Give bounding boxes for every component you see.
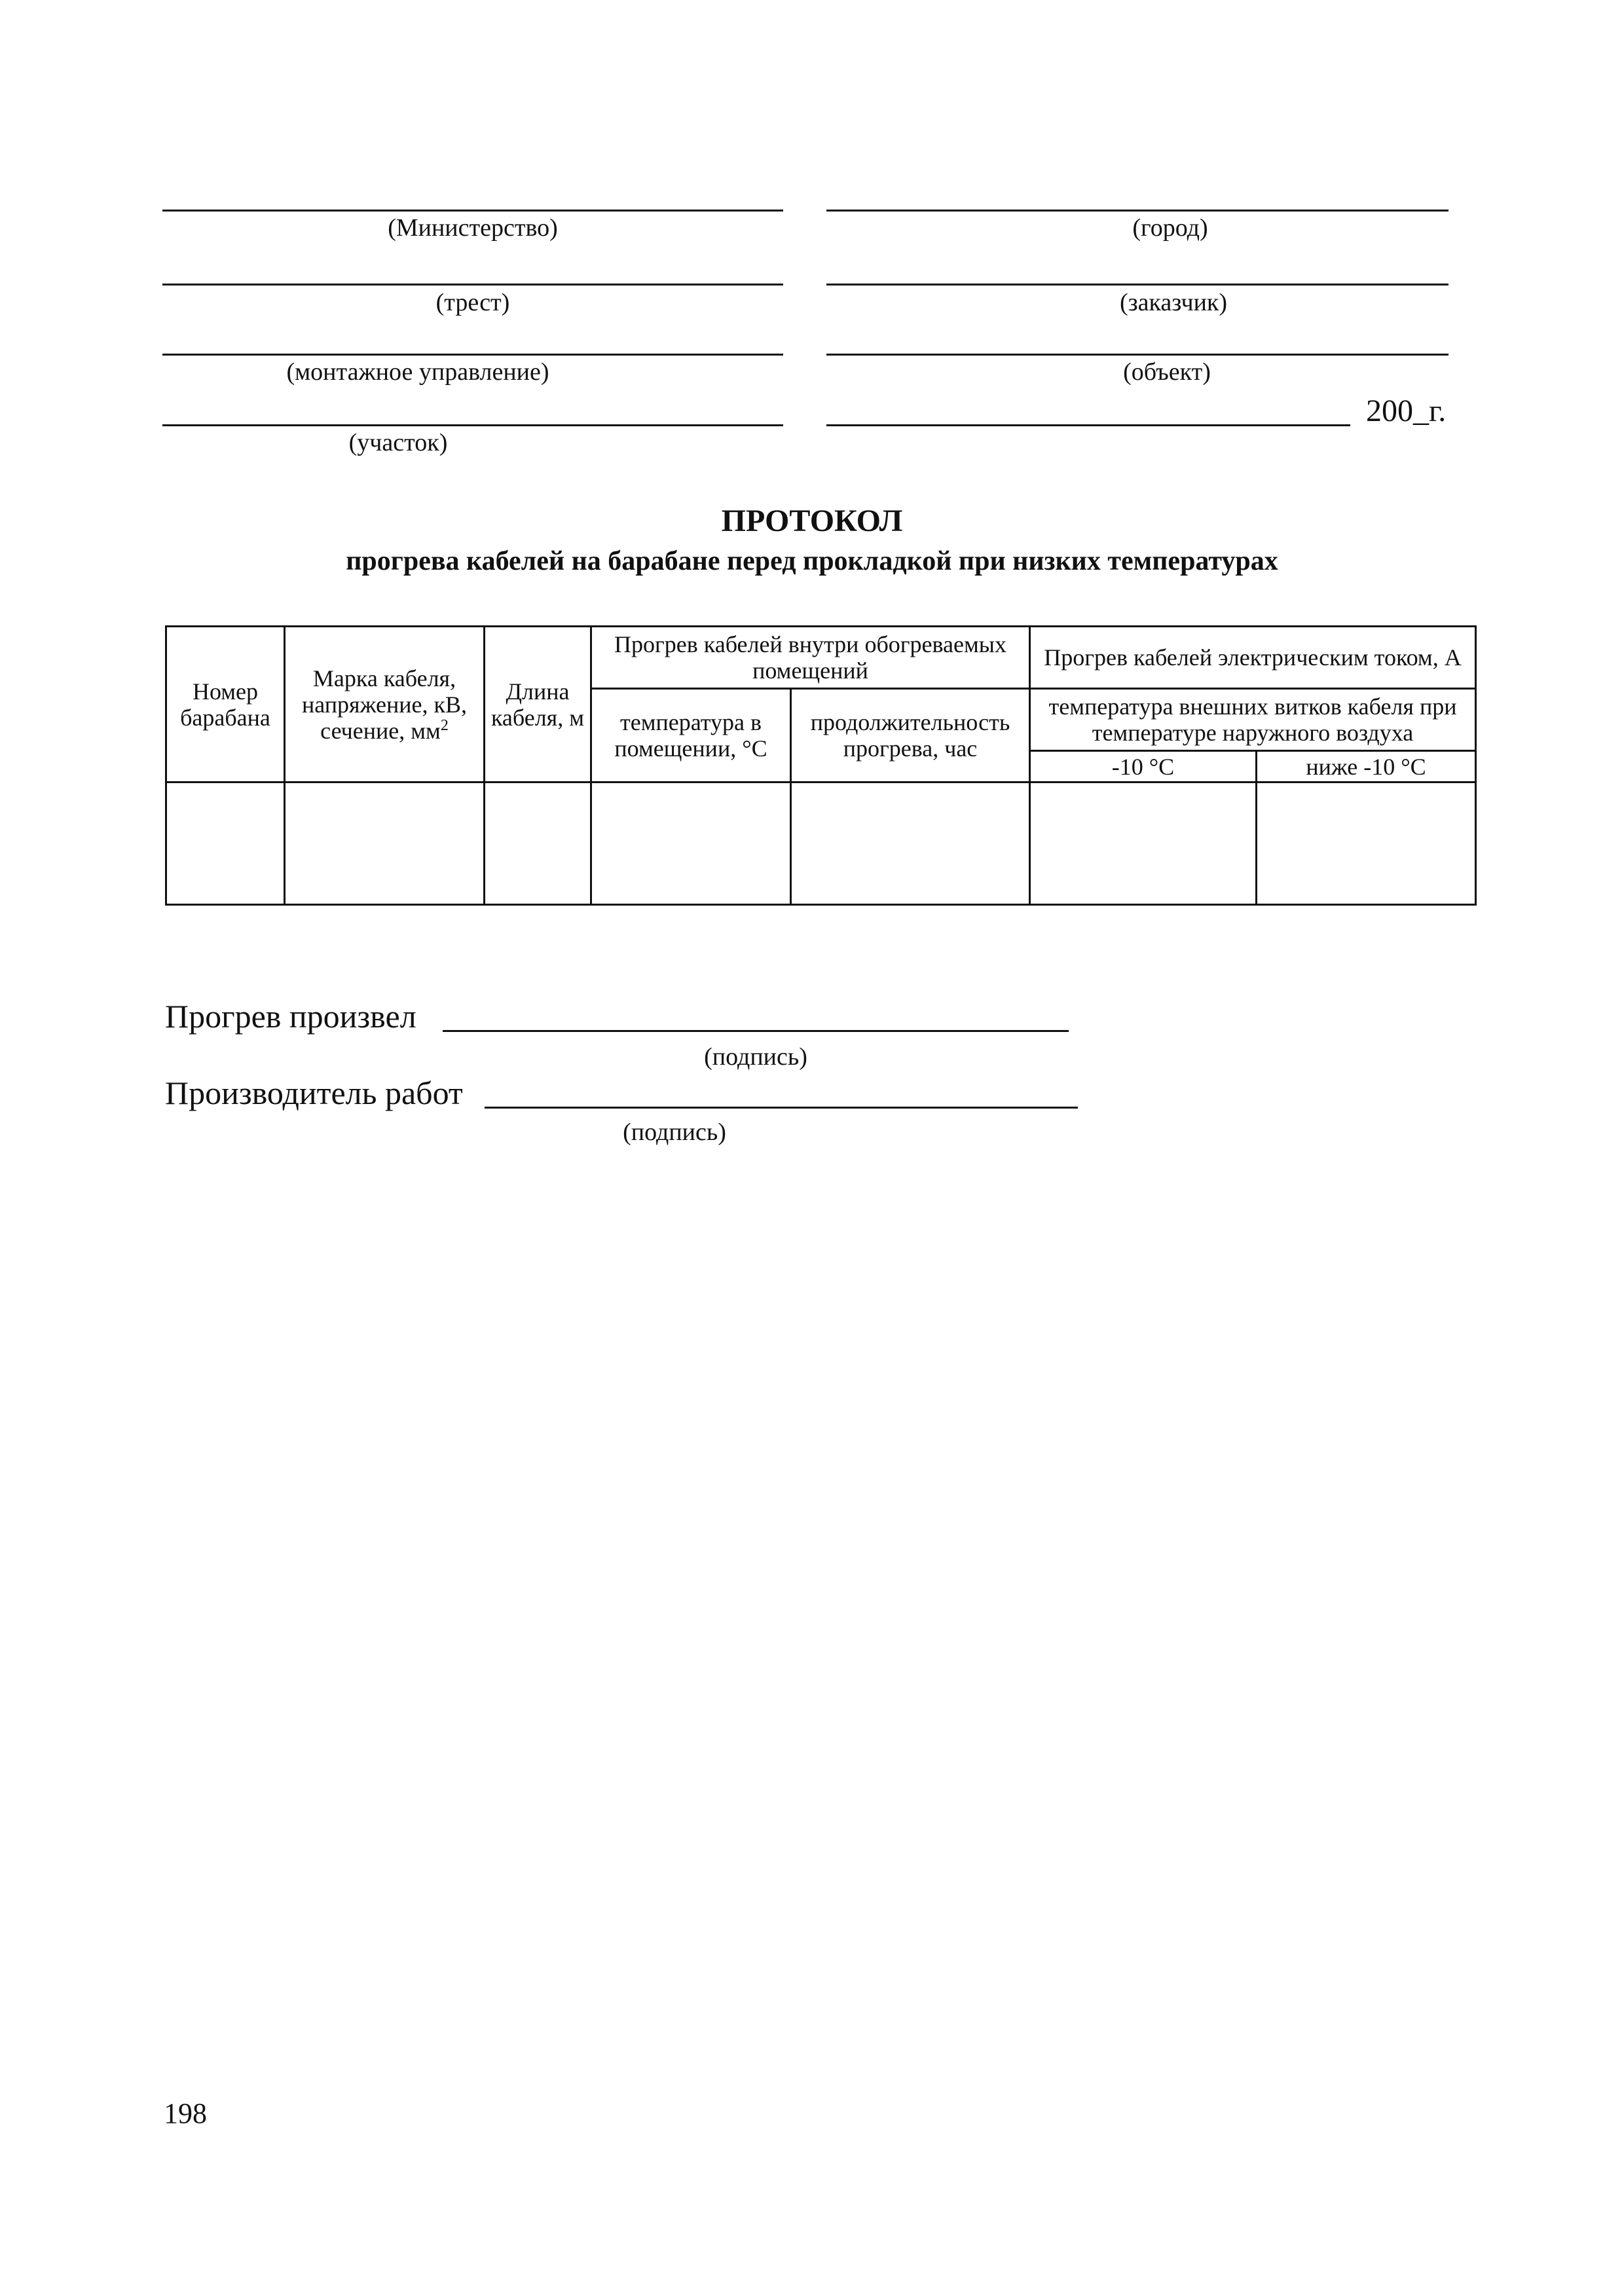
header-indoor-heating-group: Прогрев кабелей внутри обогреваемых помещений xyxy=(591,627,1030,689)
date-line xyxy=(826,424,1350,426)
section-caption: (участок) xyxy=(348,429,448,456)
foreman-signature-line[interactable] xyxy=(485,1107,1078,1109)
heated-by-label: Прогрев произвел xyxy=(165,998,416,1035)
ministry-line xyxy=(162,210,783,212)
cell-minus-10[interactable] xyxy=(1030,782,1257,905)
object-line xyxy=(826,354,1449,356)
document-title: ПРОТОКОЛ xyxy=(721,504,903,538)
cell-cable-length[interactable] xyxy=(485,782,591,905)
header-minus-10: -10 °С xyxy=(1030,751,1257,782)
header-below-minus-10: ниже -10 °С xyxy=(1257,751,1476,782)
management-caption: (монтажное управление) xyxy=(286,358,549,386)
customer-line xyxy=(826,284,1449,285)
heated-by-signature-caption: (подпись) xyxy=(704,1043,807,1071)
management-line xyxy=(162,354,783,356)
heated-by-signature-line[interactable] xyxy=(443,1030,1069,1032)
section-line xyxy=(162,424,783,426)
object-caption: (объект) xyxy=(1123,358,1211,386)
cell-room-temperature[interactable] xyxy=(591,782,791,905)
document-subtitle: прогрева кабелей на барабане перед прокладкой при низких температурах xyxy=(346,546,1278,576)
header-outer-turns-temperature: температура внешних витков кабеля при температуре наружного воздуха xyxy=(1030,689,1476,751)
header-heating-duration: продолжительность прогрева, час xyxy=(791,689,1030,782)
header-drum-number: Номер барабана xyxy=(166,627,285,782)
page-number: 198 xyxy=(164,2097,207,2129)
header-electric-heating-group: Прогрев кабелей электрическим током, А xyxy=(1030,627,1476,689)
date-year-suffix: 200_г. xyxy=(1366,394,1447,428)
trust-caption: (трест) xyxy=(435,289,510,316)
foreman-label: Производитель работ xyxy=(165,1075,463,1111)
city-line xyxy=(826,210,1449,212)
protocol-table xyxy=(165,625,1477,906)
cell-drum-number[interactable] xyxy=(166,782,285,905)
customer-caption: (заказчик) xyxy=(1119,289,1228,316)
cell-below-minus-10[interactable] xyxy=(1257,782,1476,905)
trust-line xyxy=(162,284,783,285)
cell-heating-duration[interactable] xyxy=(791,782,1030,905)
foreman-signature-caption: (подпись) xyxy=(623,1118,726,1146)
ministry-caption: (Министерство) xyxy=(388,214,558,242)
city-caption: (город) xyxy=(1132,214,1208,242)
header-room-temperature: температура в помещении, °С xyxy=(591,689,791,782)
header-cable-length: Длина кабеля, м xyxy=(485,627,591,782)
header-cable-mark: Марка кабеля, напряжение, кВ, сечение, $мм^2$ xyxy=(285,627,485,782)
cell-cable-mark[interactable] xyxy=(285,782,485,905)
